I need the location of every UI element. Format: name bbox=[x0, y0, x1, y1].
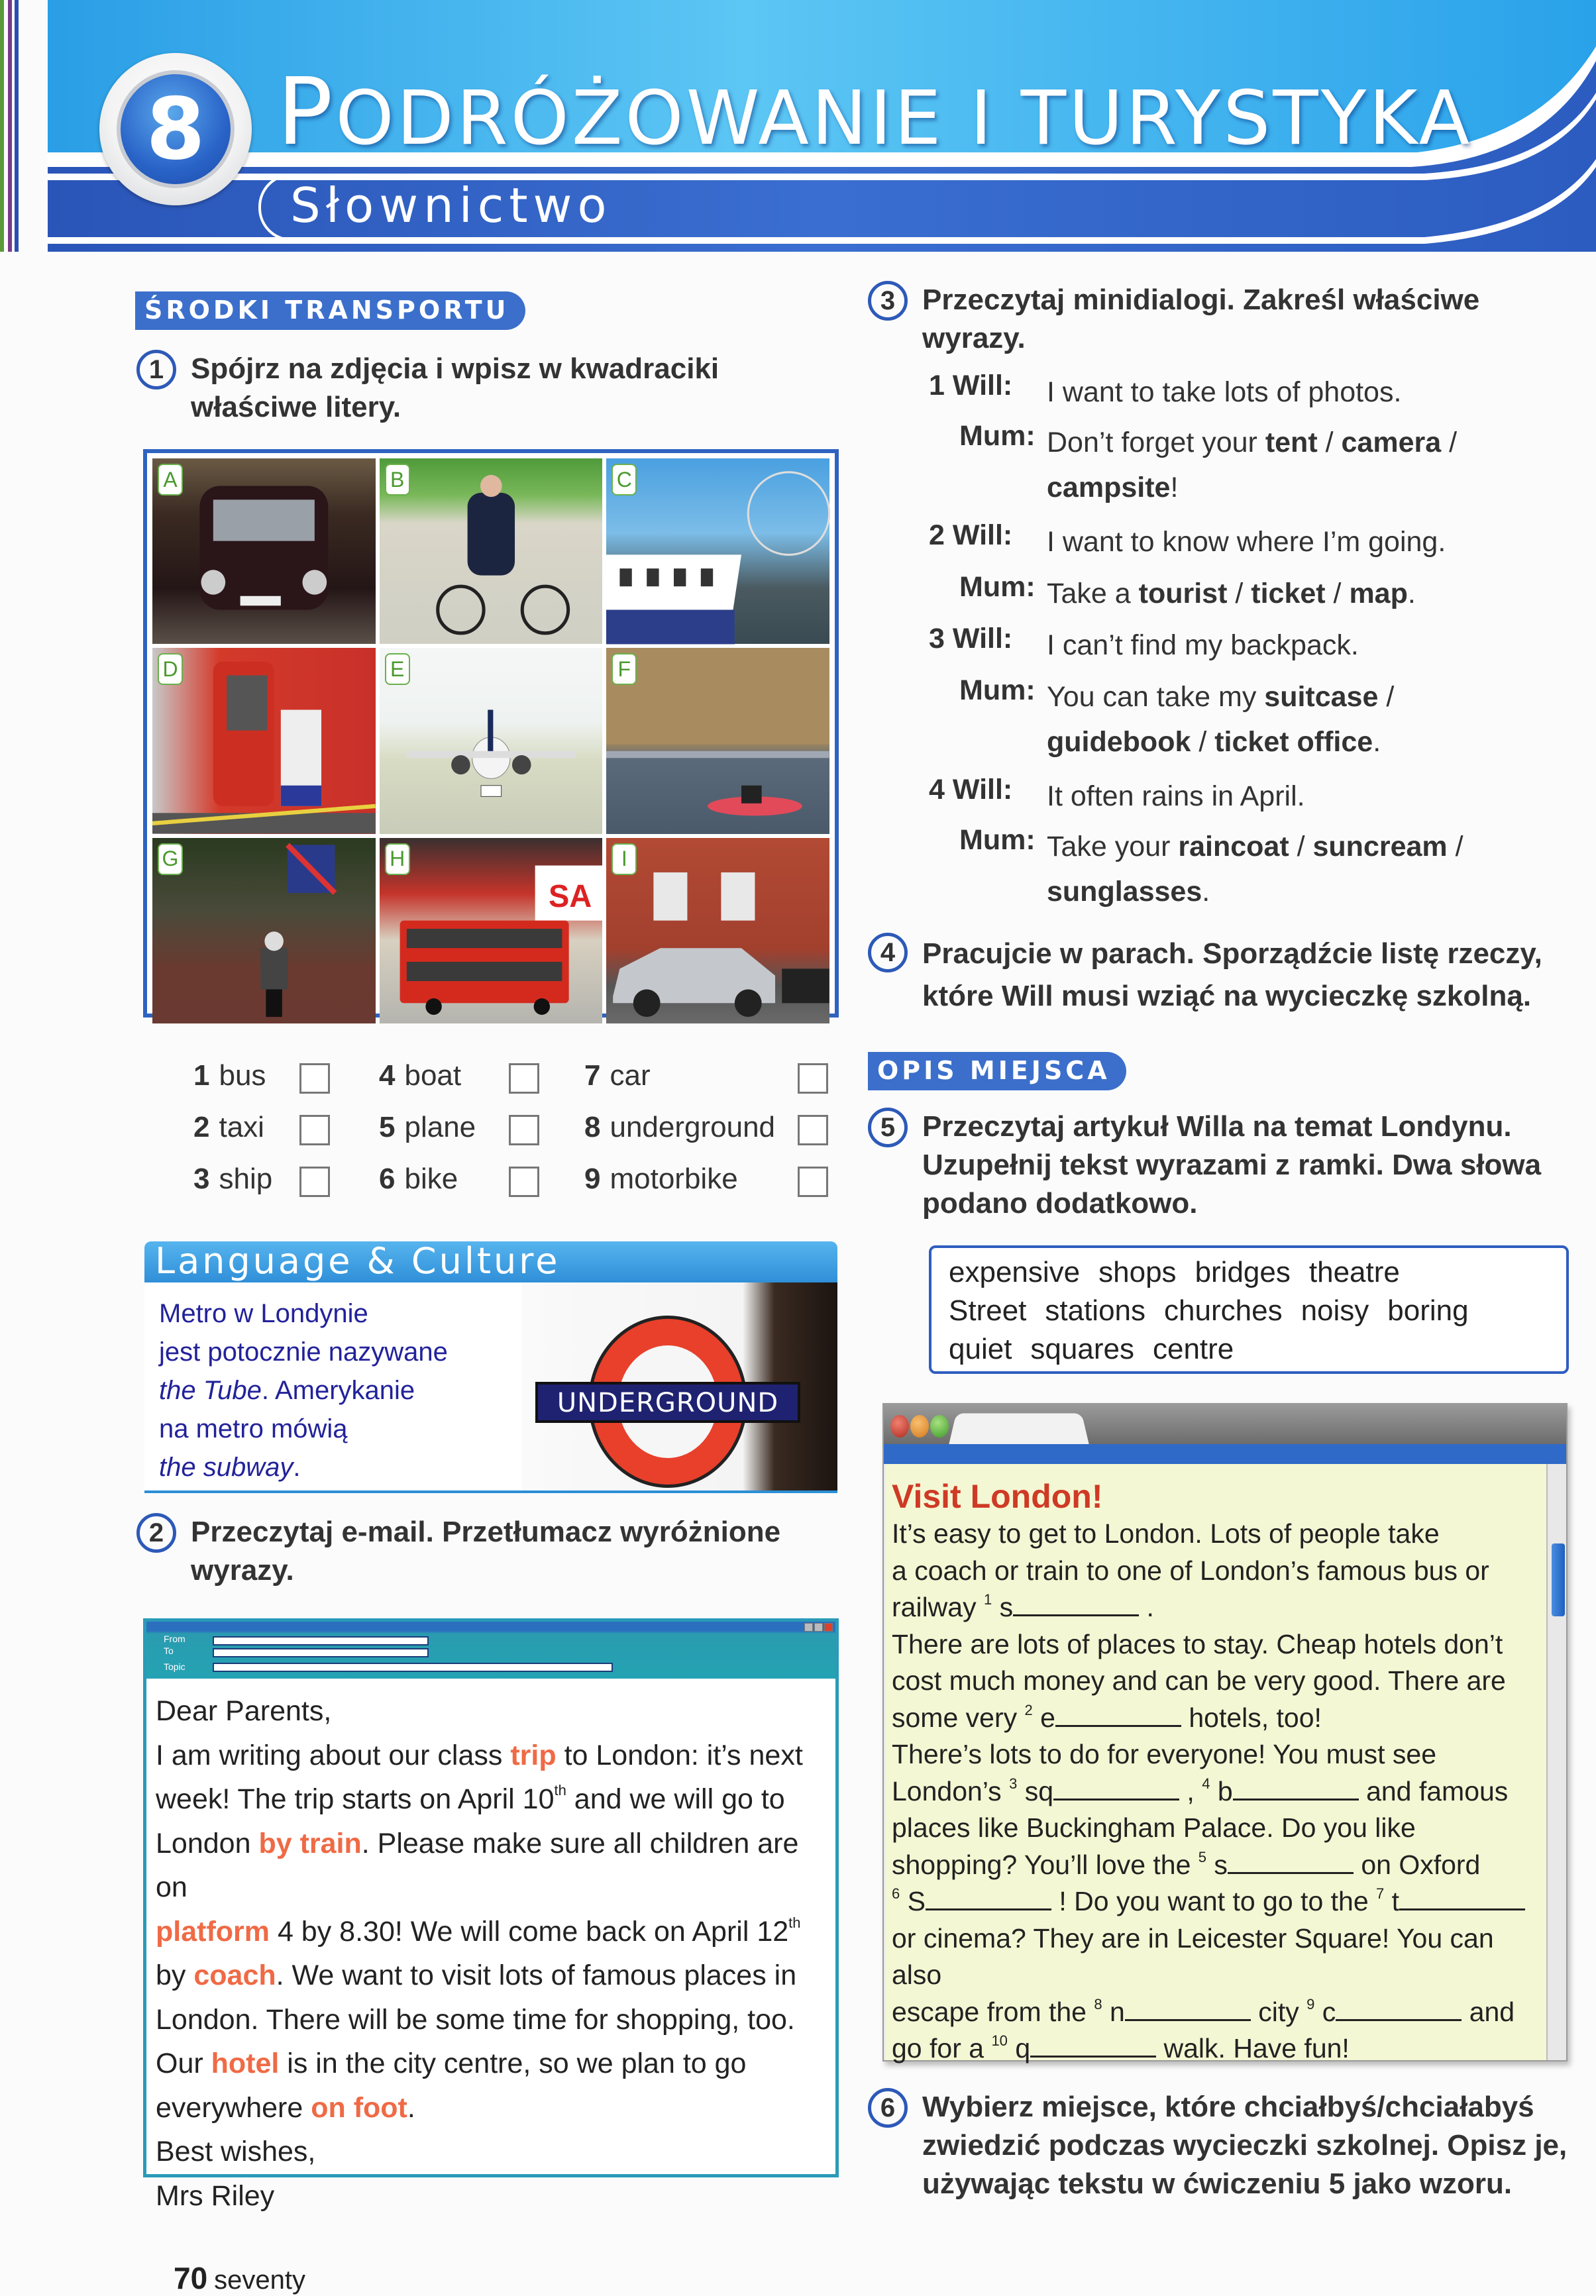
exercise-1-heading bbox=[136, 350, 845, 436]
email-header-bar bbox=[146, 1622, 835, 1679]
transport-item: 7 car bbox=[584, 1059, 651, 1092]
photo-label: D bbox=[158, 653, 183, 685]
article-text: It’s easy to get to London. Lots of people take a coach or train to one of London’s famous bus or railway $^1$ s . There are lots of places to stay. Cheap hotels don’t cost much money and can be very good. There are some very $^2$ e hotels, too! There’s lots to do for everyone! You must see London’s $^3$ sq , $^4$ b and famous places like Buckingham Palace. Do you like shopping? You’ll love the $^5$ s on Oxford $^6$ S ! Do you want to go to the $^7$ t or cinema? They are in Leicester Square! You can also escape from the $^8$ n city $^9$ c and go for a $^{10}$ q walk. Have fun! bbox=[892, 1516, 1548, 2067]
email-closing: Best wishes, bbox=[156, 2136, 316, 2167]
word-bank-item: noisy bbox=[1301, 1294, 1369, 1327]
browser-tab[interactable] bbox=[949, 1413, 1089, 1445]
word-bank-item: boring bbox=[1387, 1294, 1469, 1327]
word-bank-item: theatre bbox=[1308, 1256, 1400, 1288]
minimize-icon[interactable] bbox=[804, 1623, 813, 1632]
word-bank-item: Street bbox=[949, 1294, 1027, 1327]
photo-boat bbox=[606, 648, 829, 833]
minimize-dot-icon[interactable] bbox=[910, 1415, 929, 1437]
highlighted-word: coach bbox=[193, 1959, 276, 1991]
blank-field[interactable] bbox=[1030, 2038, 1156, 2058]
photo-label: E bbox=[385, 653, 410, 685]
exercise-number-badge: 5 bbox=[868, 1108, 908, 1147]
language-culture-title: Language & Culture bbox=[144, 1241, 837, 1282]
word-bank-row bbox=[949, 1333, 1252, 1366]
transport-item: 2 taxi bbox=[193, 1111, 264, 1143]
scrollbar-thumb[interactable] bbox=[1552, 1543, 1565, 1616]
photo-label: I bbox=[612, 843, 637, 875]
answer-box[interactable] bbox=[798, 1063, 828, 1094]
exercise-number-badge: 6 bbox=[868, 2088, 908, 2128]
underground-sign-text: UNDERGROUND bbox=[535, 1382, 800, 1423]
dialogue-2-mum: Mum: Take a tourist / ticket / map. bbox=[959, 571, 1416, 609]
blank-field[interactable] bbox=[1399, 1891, 1525, 1910]
email-window bbox=[143, 1618, 839, 2212]
section-tag-place: OPIS MIEJSCA bbox=[868, 1052, 1126, 1090]
transport-word-list bbox=[174, 1050, 836, 1202]
maximize-icon[interactable] bbox=[814, 1623, 823, 1632]
exercise-3-heading bbox=[868, 281, 1583, 367]
blank-field[interactable] bbox=[1053, 1781, 1179, 1800]
answer-box[interactable] bbox=[299, 1167, 330, 1197]
word-bank-item: bridges bbox=[1195, 1256, 1291, 1288]
maximize-dot-icon[interactable] bbox=[930, 1415, 949, 1437]
photo-car bbox=[606, 838, 829, 1023]
blank-field[interactable] bbox=[1228, 1854, 1354, 1874]
photo-underground bbox=[152, 648, 376, 833]
language-culture-text: Metro w Londynie jest potocznie nazywane the Tube. Amerykanie na metro mówią the subway. bbox=[159, 1299, 448, 1482]
choice-option[interactable]: tent bbox=[1265, 427, 1318, 458]
chapter-number: 8 bbox=[117, 70, 235, 188]
browser-toolbar bbox=[884, 1444, 1566, 1464]
blank-field[interactable] bbox=[1013, 1596, 1139, 1616]
email-signature: Mrs Riley bbox=[156, 2179, 275, 2212]
bus-illustration bbox=[380, 838, 603, 1023]
answer-box[interactable] bbox=[299, 1063, 330, 1094]
blank-field[interactable] bbox=[926, 1891, 1051, 1910]
word-bank-item: shops bbox=[1098, 1256, 1177, 1288]
word-bank-item: quiet bbox=[949, 1333, 1012, 1365]
blank-field[interactable] bbox=[1233, 1781, 1359, 1800]
dialogue-2-will: 2 Will: I want to know where I’m going. bbox=[929, 519, 1446, 558]
transport-item: 3 ship bbox=[193, 1163, 273, 1195]
page-footer bbox=[174, 2260, 305, 2296]
choice-option[interactable]: campsite bbox=[1047, 472, 1171, 503]
instruction-line: właściwe litery. bbox=[191, 391, 401, 423]
choice-option[interactable]: ticket office bbox=[1214, 726, 1373, 758]
exercise-number-badge: 2 bbox=[136, 1513, 176, 1553]
choice-option[interactable]: raincoat bbox=[1178, 831, 1289, 862]
word-bank-item: centre bbox=[1152, 1333, 1234, 1365]
exercise-4-heading bbox=[868, 933, 1590, 1019]
choice-option[interactable]: guidebook bbox=[1047, 726, 1191, 758]
ship-illustration bbox=[606, 458, 829, 644]
transport-item: 9 motorbike bbox=[584, 1163, 738, 1195]
topic-label: Topic bbox=[164, 1661, 186, 1672]
blank-field[interactable] bbox=[1336, 2001, 1462, 2021]
exercise-instruction bbox=[191, 350, 719, 427]
answer-box[interactable] bbox=[299, 1115, 330, 1145]
exercise-instruction: Przeczytaj e-mail. Przetłumacz wyróżnione wyrazy. bbox=[191, 1516, 781, 1587]
language-culture-box bbox=[144, 1241, 837, 1493]
exercise-2-heading bbox=[136, 1513, 845, 1599]
blank-field[interactable] bbox=[1055, 1707, 1181, 1727]
plane-illustration bbox=[380, 648, 603, 833]
photo-label: B bbox=[385, 464, 410, 496]
highlighted-word: trip bbox=[510, 1739, 557, 1771]
transport-photo-grid bbox=[143, 449, 839, 1018]
photo-motorbike bbox=[152, 838, 376, 1023]
highlighted-word: hotel bbox=[211, 2048, 280, 2079]
dialogue-3-will: 3 Will: I can’t find my backpack. bbox=[929, 623, 1359, 661]
choice-option[interactable]: ticket bbox=[1251, 578, 1326, 609]
browser-titlebar bbox=[884, 1404, 1566, 1444]
dialogue-3-mum: Mum: You can take my suitcase / guidebook / ticket office. bbox=[959, 674, 1395, 758]
choice-option[interactable]: suncream bbox=[1312, 831, 1448, 862]
underground-train-illustration bbox=[152, 648, 376, 833]
instruction-line: Spójrz na zdjęcia i wpisz w kwadraciki bbox=[191, 352, 719, 385]
chapter-title-rest: ODRÓŻOWANIE I TURYSTYKA bbox=[335, 76, 1473, 162]
exercise-instruction: Przeczytaj artykuł Willa na temat Londynu. Uzupełnij tekst wyrazami z ramki. Dwa słowa podano dodatkowo. bbox=[922, 1110, 1542, 1220]
chapter-title bbox=[277, 58, 1472, 166]
photo-plane bbox=[380, 648, 603, 833]
browser-window bbox=[882, 1403, 1571, 2065]
to-label: To bbox=[164, 1645, 174, 1656]
photo-label: G bbox=[158, 843, 183, 875]
article-title: Visit London! bbox=[892, 1478, 1103, 1515]
exercise-number-badge: 1 bbox=[136, 350, 176, 390]
answer-box[interactable] bbox=[798, 1115, 828, 1145]
photo-bike bbox=[380, 458, 603, 644]
photo-label: H bbox=[385, 843, 410, 875]
transport-item: 1 bus bbox=[193, 1059, 266, 1092]
exercise-number-badge: 4 bbox=[868, 933, 908, 972]
choice-option[interactable]: sunglasses bbox=[1047, 876, 1202, 908]
motorbike-illustration bbox=[152, 838, 376, 1023]
word-bank-row bbox=[949, 1256, 1418, 1289]
email-greeting: Dear Parents, bbox=[156, 1695, 332, 1727]
transport-item: 8 underground bbox=[584, 1111, 776, 1143]
transport-item: 4 boat bbox=[379, 1059, 462, 1092]
svg-text:SA: SA bbox=[548, 878, 592, 914]
from-label: From bbox=[164, 1634, 186, 1644]
photo-ship bbox=[606, 458, 829, 644]
answer-box[interactable] bbox=[798, 1167, 828, 1197]
from-field[interactable] bbox=[213, 1636, 429, 1645]
photo-label: A bbox=[158, 464, 183, 496]
page-number: 70 bbox=[174, 2261, 208, 2295]
chapter-header bbox=[0, 0, 1596, 255]
answer-box[interactable] bbox=[509, 1115, 539, 1145]
highlighted-word: by train bbox=[258, 1827, 362, 1859]
window-controls bbox=[804, 1623, 833, 1632]
topic-field[interactable] bbox=[213, 1663, 613, 1672]
choice-option[interactable]: suitcase bbox=[1264, 681, 1379, 713]
word-bank-row bbox=[949, 1294, 1487, 1328]
chapter-title-initial: P bbox=[277, 58, 336, 166]
word-bank-item: churches bbox=[1164, 1294, 1283, 1327]
underground-sign-photo bbox=[522, 1282, 837, 1490]
dialogue-1-mum: Mum: Don’t forget your tent / camera / campsite! bbox=[959, 420, 1458, 503]
taxi-illustration bbox=[152, 458, 376, 644]
email-body: Dear Parents, I am writing about our class trip to London: it’s next week! The trip starts on April 10th and we will go to London by train. Please make sure all children are on platform 4 by 8.30! We will come back on April 12th by coach. We want to visit lots of famous places in London. There will be some time for shopping, too. Our hotel is in the city centre, so we plan to go everywhere on foot. Best wishes, Mrs Riley bbox=[156, 1689, 825, 2218]
close-dot-icon[interactable] bbox=[890, 1415, 909, 1437]
answer-box[interactable] bbox=[509, 1063, 539, 1094]
choice-option[interactable]: camera bbox=[1341, 427, 1442, 458]
dialogue-4-will: 4 Will: It often rains in April. bbox=[929, 774, 1305, 812]
highlighted-word: platform bbox=[156, 1915, 270, 1948]
choice-option[interactable]: map bbox=[1349, 578, 1408, 609]
highlighted-word: on foot bbox=[311, 2091, 407, 2124]
car-illustration bbox=[606, 838, 829, 1023]
word-bank-item: expensive bbox=[949, 1256, 1081, 1288]
exercise-instruction: Pracujcie w parach. Sporządźcie listę rzeczy, które Will musi wziąć na wycieczkę szkolną. bbox=[922, 937, 1542, 1012]
close-icon[interactable] bbox=[824, 1623, 833, 1632]
exercise-instruction: Przeczytaj minidialogi. Zakreśl właściwe wyrazy. bbox=[922, 284, 1480, 354]
exercise-number-badge: 3 bbox=[868, 281, 908, 321]
blank-field[interactable] bbox=[1125, 2001, 1251, 2021]
photo-bus bbox=[380, 838, 603, 1023]
photo-label: F bbox=[612, 653, 637, 685]
section-tag-transport: ŚRODKI TRANSPORTU bbox=[135, 291, 525, 330]
photo-label: C bbox=[612, 464, 637, 496]
dialogue-1-will: 1 Will: I want to take lots of photos. bbox=[929, 370, 1402, 408]
answer-box[interactable] bbox=[509, 1167, 539, 1197]
choice-option[interactable]: tourist bbox=[1138, 578, 1228, 609]
page-number-word: seventy bbox=[214, 2266, 306, 2295]
exercise-5-heading bbox=[868, 1108, 1590, 1227]
word-bank-box bbox=[929, 1245, 1569, 1374]
boat-illustration bbox=[606, 648, 829, 833]
dialogue-4-mum: Mum: Take your raincoat / suncream / sunglasses. bbox=[959, 824, 1463, 908]
word-bank-item: stations bbox=[1045, 1294, 1146, 1327]
word-bank-item: squares bbox=[1030, 1333, 1134, 1365]
photo-taxi bbox=[152, 458, 376, 644]
transport-item: 5 plane bbox=[379, 1111, 476, 1143]
chapter-number-badge bbox=[99, 53, 252, 205]
exercise-6-heading bbox=[868, 2088, 1590, 2220]
transport-item: 6 bike bbox=[379, 1163, 458, 1195]
section-subtitle: Słownictwo bbox=[290, 178, 612, 233]
bike-illustration bbox=[380, 458, 603, 644]
to-field[interactable] bbox=[213, 1648, 429, 1657]
exercise-instruction: Wybierz miejsce, które chciałbyś/chciałabyś zwiedzić podczas wycieczki szkolnej. Opisz je, używając tekstu w ćwiczeniu 5 jako wzoru. bbox=[922, 2091, 1568, 2200]
